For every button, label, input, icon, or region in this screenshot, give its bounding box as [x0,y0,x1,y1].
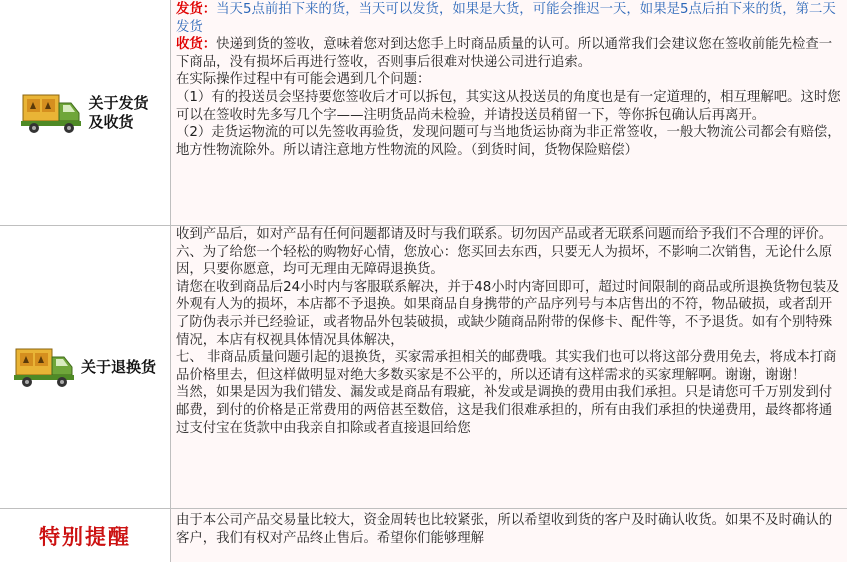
delivery-truck-icon [21,91,83,135]
returns-shipping-cost: 当然，如果是因为我们错发、漏发或是商品有瑕疵，补发或是调换的费用由我们承担。只是请您可千万别发到付邮费，到付的价格是正常费用的两倍甚至数倍，这是我们很难承担的，所有由我们承担的快递费用，最终都将通过支付宝在货款中由我亲自扣除或者直接退回给您 [176,385,833,436]
shipping-section-label [88,94,148,132]
shipping-badge [21,91,148,135]
returns-policy-seven: 七、 非商品质量问题引起的退换货，买家需承担相关的邮费哦。其实我们也可以将这部分费用免去，将成本打商品价格里去，但这样做明显对绝大多数买家是不公平的，所以还请有这样需求的买家理解啊。谢谢，谢谢！ [176,350,837,383]
shipping-paragraph [176,1,843,36]
delivery-truck-icon [14,345,76,389]
receipt-text: 快递到货的签收，意味着您对到达您手上时商品质量的认可。所以通常我们会建议您在签收前能先检查一下商品，没有损坏后再进行签收，否则事后很难对快递公司进行追索。 [176,37,833,70]
shipping-label: 发货： [176,2,217,17]
returns-content [171,226,847,508]
returns-section-label [81,358,156,377]
issue-2: （2）走货运物流的可以先签收再验货，发现问题可与当地货运协商为非正常签收，一般大物流公司都会有赔偿，地方性物流除外。所以请注意地方性物流的风险。（到货时间，货物保险赔偿） [176,125,841,158]
reminder-text: 由于本公司产品交易量比较大，资金周转也比较紧张，所以希望收到货的客户及时确认收货。如果不及时确认的客户，我们有权对产品终止售后。希望你们能够理解 [176,513,833,546]
shipping-label-cell [0,0,171,225]
shipping-content [171,0,847,225]
shipping-label-line-1: 关于发货 [88,93,149,112]
receipt-label: 收货： [176,37,217,53]
issue-1: （1）有的投送员会坚持要您签收后才可以拆包，其实这从投送员的角度也是有一定道理的，相互理解吧。这时您可以在签收时先多写几个字——注明货品尚未检验，并请投送员稍留一下，等你拆包确认后再离开。 [176,89,841,123]
returns-badge [14,345,156,389]
reminder-label-cell [0,509,171,562]
row-returns [0,226,847,509]
returns-policy-six: 六、为了给您一个轻松的购物好心情，您放心：您买回去东西，只要无人为损坏，不影响二次销售，无论什么原因，只要你愿意，均可无理由无障碍退换货。 [176,244,833,278]
returns-contact-paragraph: 收到产品后，如对产品有任何问题都请及时与我们联系。切勿因产品或者无联系问题而给予我们不合理的评价。 [176,227,833,242]
issues-intro: 在实际操作过程中有可能会遇到几个问题： [176,72,431,88]
returns-time-limit: 请您在收到商品后24小时内与客服联系解决，并于48小时内寄回即可，超过时间限制的商品或所退换货物包装及外观有人为的损坏，本店都不予退换。如果商品自身携带的产品序列号与本店售出的不符，物品破损，或者刮开了防伪表示并已经验证，或者物品外包装破损，或缺少随商品附带的保修卡、配件等，不予退货。如有个别特殊情况，本店有权视具体情况具体解决， [176,279,840,348]
row-shipping [0,0,847,226]
returns-label-cell [0,226,171,508]
receipt-paragraph [176,36,843,71]
returns-label-line: 关于退换货 [80,357,156,376]
shipping-text: 当天5点前拍下来的货，当天可以发货，如果是大货，可能会推迟一天，如果是5点后拍下来的货，第二天发货 [176,2,836,35]
special-reminder-label: 特别提醒 [39,524,131,549]
row-reminder [0,509,847,562]
reminder-content [171,509,847,562]
shipping-label-line-2: 及收货 [88,112,134,131]
